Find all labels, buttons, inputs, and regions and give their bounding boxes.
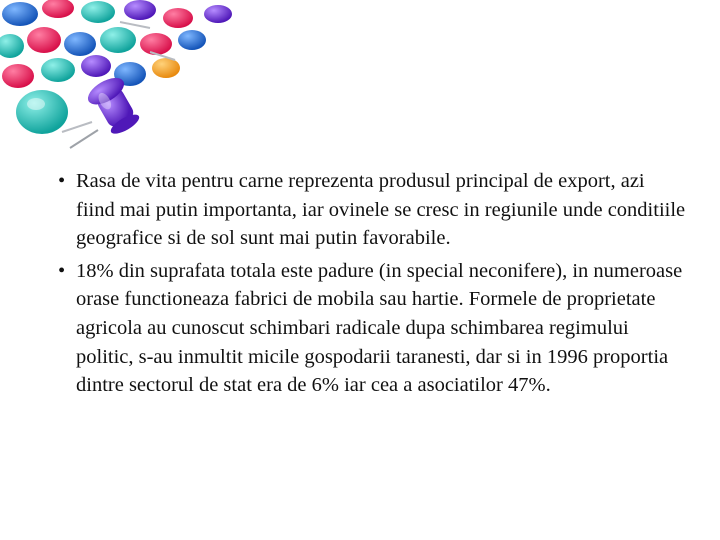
push-pins-icon [0, 0, 270, 170]
bullet-text: Rasa de vita pentru carne reprezenta produsul principal de export, azi fiind mai putin importanta, iar ovinele se cresc in regiunile unde conditiile geografice si de sol sunt mai putin favorabile. [76, 170, 686, 250]
bullet-text: 18% din suprafata totala este padure (in special neconifere), in numeroase orase functioneaza fabrici de mobila sau hartie. Formele de proprietate agricola au cunoscut schimbari radicale dupa schimbarea regimului politic, s-au inmultit micile gospodarii taranesti, dar si in 1996 proportia dintre sectorul de stat era de 6% iar cea a asociatilor 47%. [76, 259, 683, 397]
bullet-item [58, 257, 688, 400]
bullet-mark: • [58, 170, 66, 192]
bullet-list [58, 167, 688, 400]
bullet-mark: • [58, 259, 66, 282]
bullet-item [58, 167, 688, 253]
body-text [58, 167, 688, 404]
